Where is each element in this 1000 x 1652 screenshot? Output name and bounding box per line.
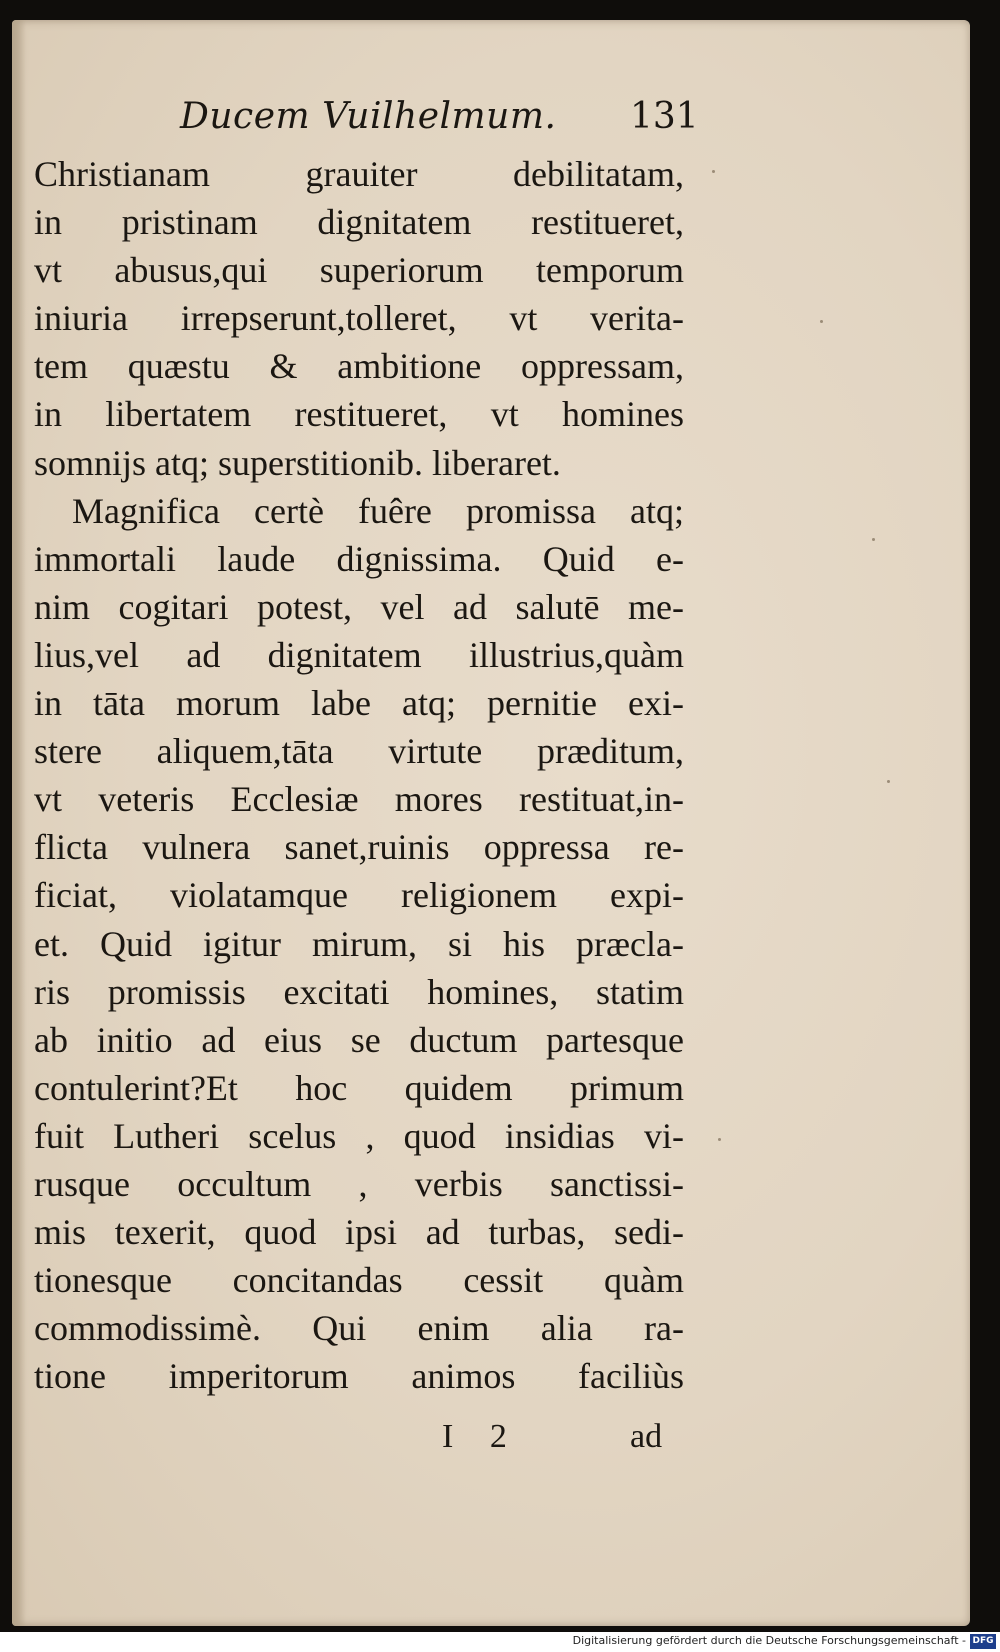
text-line: contulerint?Et hoc quidem primum <box>34 1067 684 1108</box>
text-line: flicta vulnera sanet,ruinis oppressa re- <box>34 827 684 868</box>
text-line: lius,vel ad dignitatem illustrius,quàm <box>34 634 684 675</box>
body-text <box>34 150 684 1400</box>
text-line: stere aliquem,tāta virtute præditum, <box>34 731 684 772</box>
digitization-credit-bar <box>0 1632 1000 1652</box>
text-line: ficiat, violatamque religionem expi- <box>34 875 684 916</box>
text-line: iniuria irrepserunt,tolleret, vt verita- <box>34 298 684 339</box>
text-line: somnijs atq; superstitionib. liberaret. <box>34 442 561 483</box>
signature-mark: I 2 <box>442 1418 507 1455</box>
text-line: tione imperitorum animos faciliùs <box>34 1356 684 1397</box>
text-line: rusque occultum , verbis sanctissi- <box>34 1163 684 1204</box>
text-line: ab initio ad eius se ductum partesque <box>34 1019 684 1060</box>
text-line: in tāta morum labe atq; pernitie exi- <box>34 683 684 724</box>
text-line: vt abusus,qui superiorum temporum <box>34 250 684 291</box>
credit-text: Digitalisierung gefördert durch die Deutsche Forschungsgemeinschaft - <box>572 1634 966 1647</box>
dfg-logo-icon: DFG <box>970 1634 996 1649</box>
text-line: fuit Lutheri scelus , quod insidias vi- <box>34 1115 684 1156</box>
page-number: 131 <box>630 96 699 137</box>
text-line: in libertatem restitueret, vt homines <box>34 394 684 435</box>
text-line: Christianam grauiter debilitatam, <box>34 154 684 194</box>
book-page <box>12 20 970 1626</box>
paper-speck <box>872 538 875 541</box>
paper-speck <box>718 1138 721 1141</box>
running-head: Ducem Vuilhelmum. <box>180 96 557 137</box>
text-line: tem quæstu & ambitione oppressam, <box>34 346 684 387</box>
text-line: in pristinam dignitatem restitueret, <box>34 202 684 243</box>
text-line: vt veteris Ecclesiæ mores restituat,in- <box>34 779 684 820</box>
paper-speck <box>712 170 715 173</box>
text-line: immortali laude dignissima. Quid e- <box>34 538 684 579</box>
paper-speck <box>820 320 823 323</box>
text-line: commodissimè. Qui enim alia ra- <box>34 1308 684 1349</box>
text-line: ris promissis excitati homines, statim <box>34 971 684 1012</box>
text-line: nim cogitari potest, vel ad salutē me- <box>34 586 684 627</box>
catchword: ad <box>630 1418 663 1455</box>
text-line: et. Quid igitur mirum, si his præcla- <box>34 923 684 964</box>
text-line: mis texerit, quod ipsi ad turbas, sedi- <box>34 1212 684 1253</box>
page-gutter-shadow <box>12 20 26 1626</box>
page-header <box>180 96 699 146</box>
text-line: Magnifica certè fuêre promissa atq; <box>72 490 684 531</box>
paper-speck <box>887 780 890 783</box>
text-line: tionesque concitandas cessit quàm <box>34 1260 684 1301</box>
